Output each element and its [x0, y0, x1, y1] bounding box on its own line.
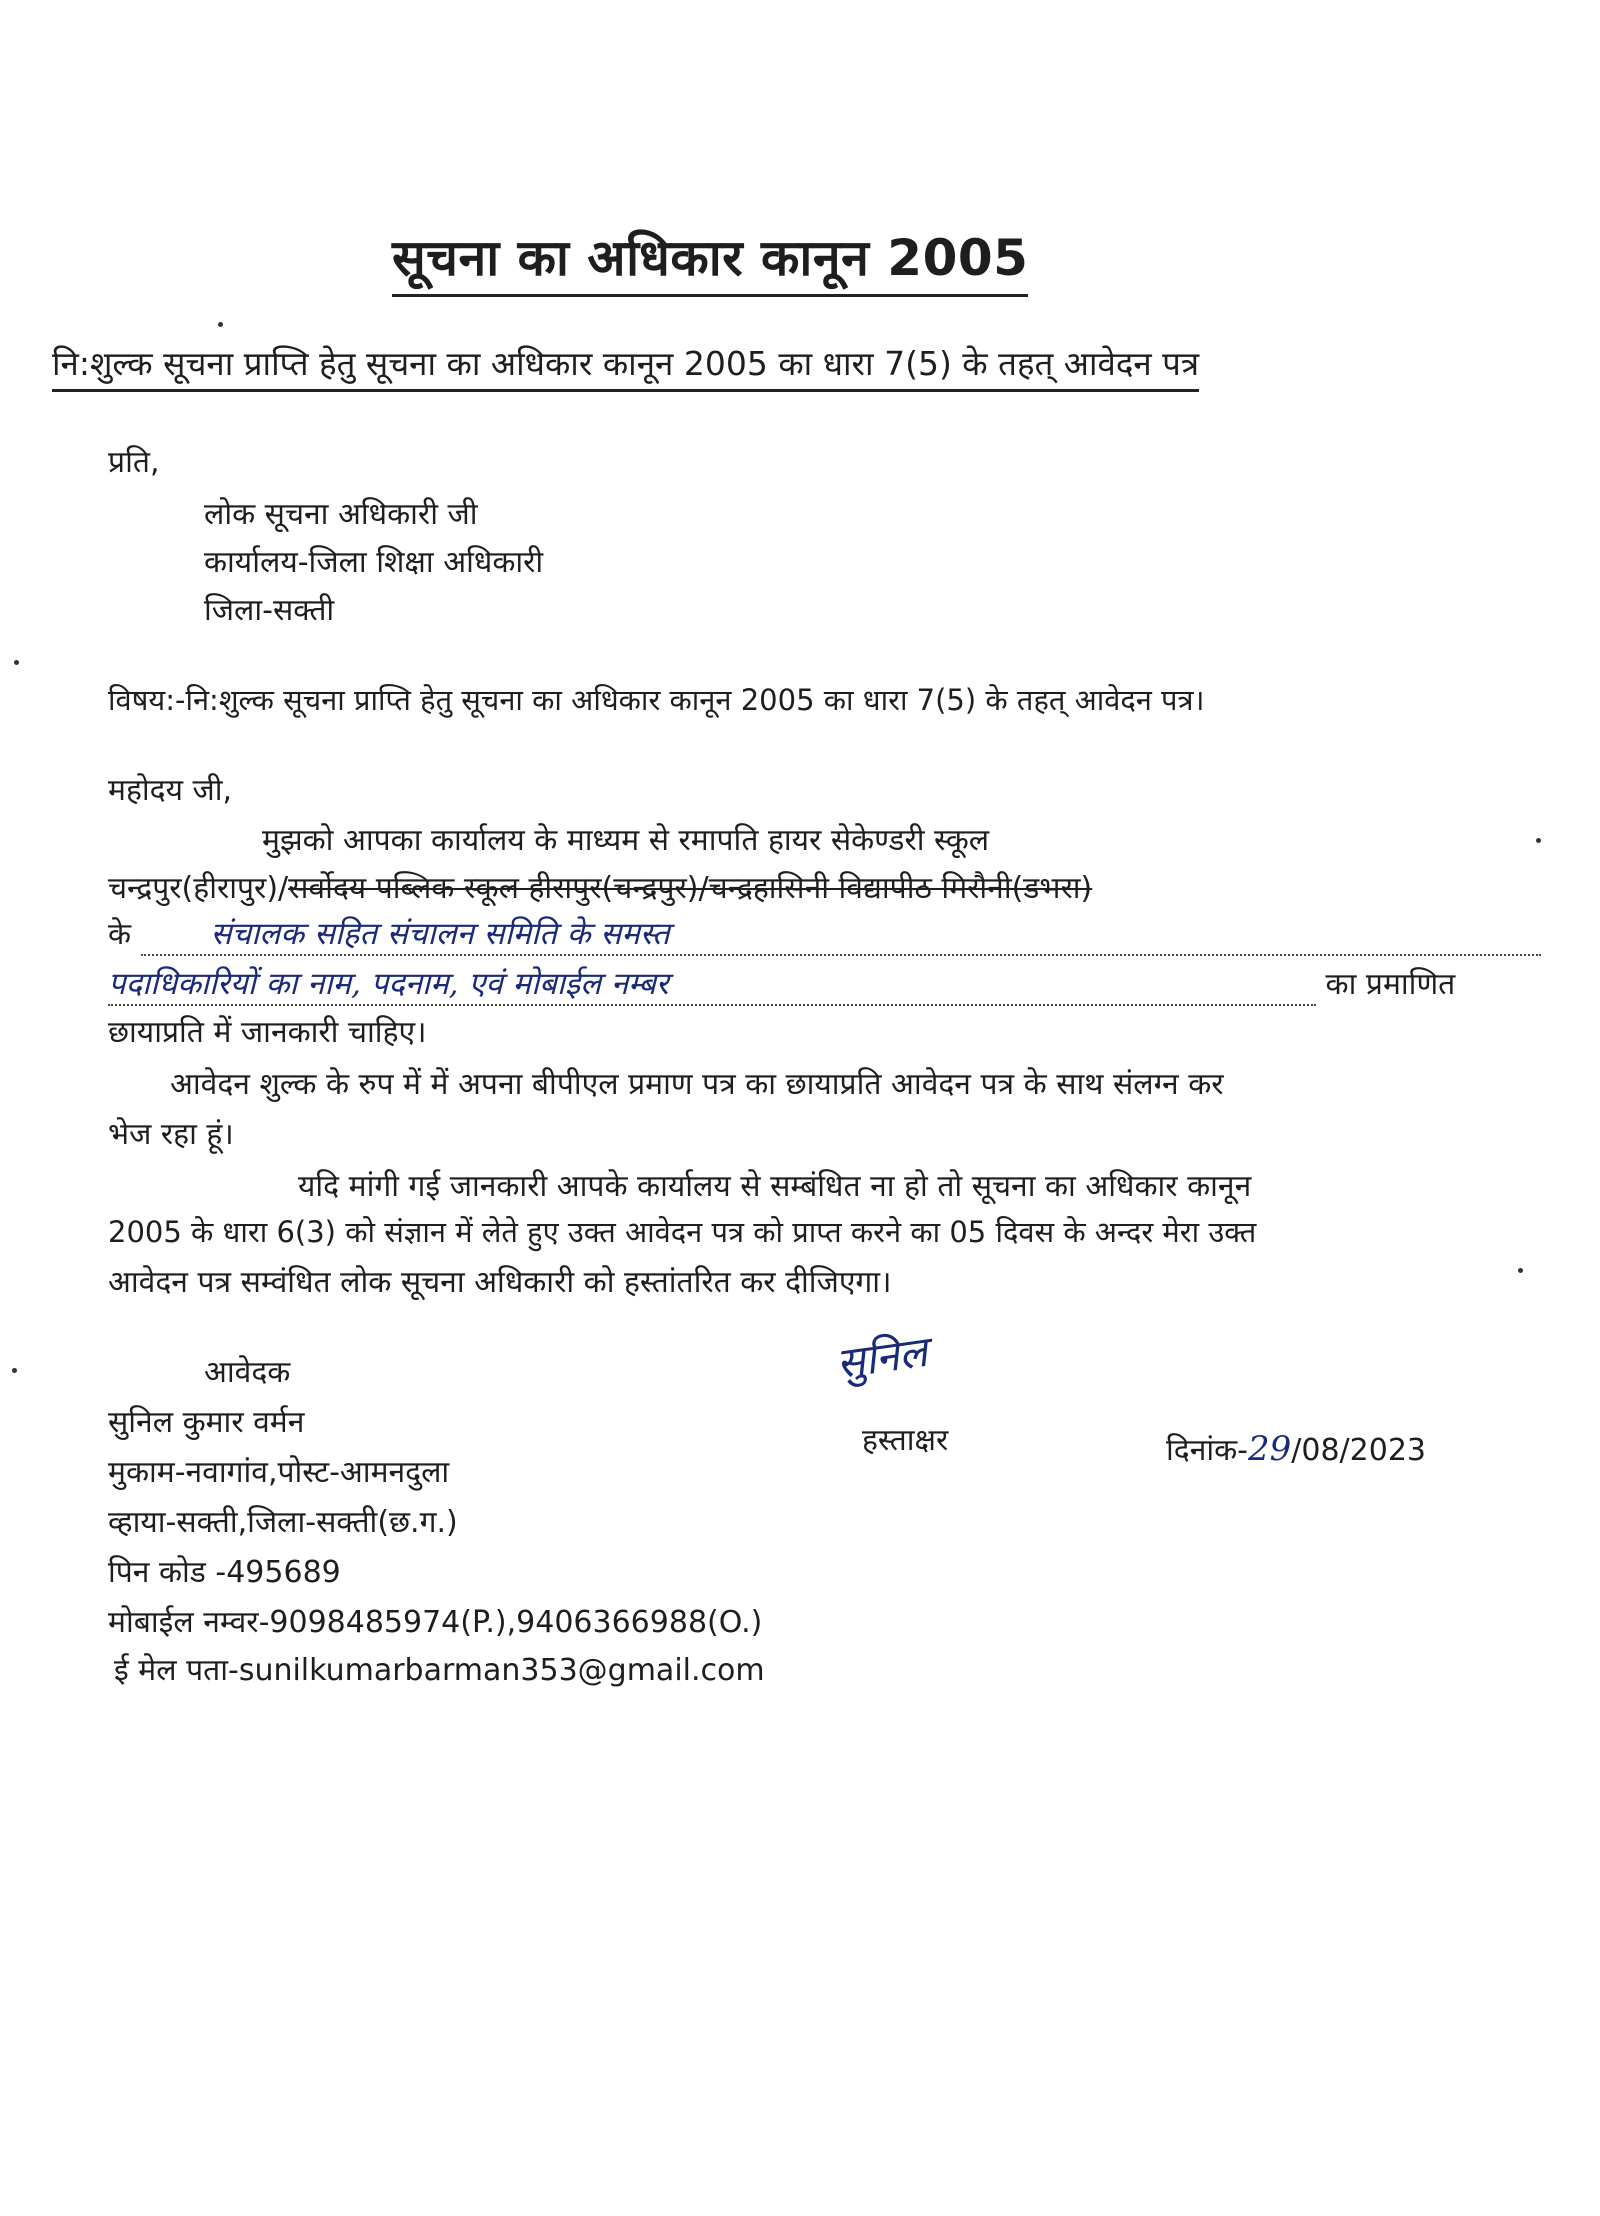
- date-label: दिनांक-: [1166, 1433, 1248, 1468]
- handwritten-signature: सुनिल: [833, 1326, 931, 1389]
- body-p3-line3: आवेदन पत्र सम्वंधित लोक सूचना अधिकारी को हस्तांतरित कर दीजिएगा।: [108, 1265, 892, 1300]
- applicant-email: ई मेल पता-sunilkumarbarman353@gmail.com: [114, 1653, 765, 1688]
- salutation: महोदय जी,: [108, 773, 233, 808]
- line4-suffix: का प्रमाणित: [1325, 967, 1456, 1002]
- body-p1-line5: छायाप्रति में जानकारी चाहिए।: [108, 1015, 427, 1050]
- applicant-address-1: मुकाम-नवागांव,पोस्ट-आमनदुला: [108, 1455, 450, 1490]
- scan-speck: [1536, 838, 1541, 843]
- body-p1-line3: [108, 912, 1541, 956]
- school-name-kept: चन्द्रपुर(हीरापुर)/: [108, 871, 289, 906]
- applicant-name: सुनिल कुमार वर्मन: [108, 1405, 305, 1440]
- scan-speck: [218, 322, 223, 327]
- scan-speck: [1518, 1268, 1523, 1273]
- body-p2-line2: भेज रहा हूं।: [108, 1117, 234, 1152]
- applicant-pin: पिन कोड -495689: [108, 1555, 341, 1590]
- recipient-line-3: जिला-सक्ती: [204, 593, 335, 628]
- body-p3-line1: यदि मांगी गई जानकारी आपके कार्यालय से सम्बंधित ना हो तो सूचना का अधिकार कानून: [298, 1169, 1252, 1204]
- recipient-line-1: लोक सूचना अधिकारी जी: [204, 497, 478, 532]
- recipient-line-2: कार्यालय-जिला शिक्षा अधिकारी: [204, 545, 544, 580]
- date-day-handwritten: 29: [1248, 1429, 1292, 1469]
- signature-label: हस्ताक्षर: [862, 1423, 949, 1458]
- applicant-mobile: मोबाईल नम्वर-9098485974(P.),9406366988(O.): [108, 1605, 763, 1640]
- handwritten-fill-line-2: पदाधिकारियों का नाम, पदनाम, एवं मोबाईल नम्बर: [108, 962, 1316, 1006]
- scan-speck: [14, 660, 19, 665]
- body-p3-line2: 2005 के धारा 6(3) को संज्ञान में लेते हुए उक्त आवेदन पत्र को प्राप्त करने का 05 दिवस के अन्दर मेरा उक्त: [108, 1215, 1257, 1249]
- body-p2-line1: आवेदन शुल्क के रुप में में अपना बीपीएल प्रमाण पत्र का छायाप्रति आवेदन पत्र के साथ संलग्न कर: [170, 1067, 1224, 1102]
- body-p1-line4: [108, 962, 1455, 1006]
- date-line: [1166, 1428, 1426, 1469]
- applicant-address-2: व्हाया-सक्ती,जिला-सक्ती(छ.ग.): [108, 1505, 458, 1540]
- body-p1-line1: मुझको आपका कार्यालय के माध्यम से रमापति हायर सेकेण्डरी स्कूल: [262, 823, 990, 858]
- date-rest: /08/2023: [1291, 1433, 1427, 1468]
- school-names-struck: सर्वोदय पब्लिक स्कूल हीरापुर(चन्द्रपुर)/चन्द्रहासिनी विद्यापीठ मिरौनी(डभरा): [288, 871, 1093, 906]
- document-title: सूचना का अधिकार कानून 2005: [392, 222, 1028, 297]
- document-subtitle: नि:शुल्क सूचना प्राप्ति हेतु सूचना का अधिकार कानून 2005 का धारा 7(5) के तहत् आवेदन पत्र: [52, 340, 1199, 392]
- handwritten-fill-line-1: संचालक सहित संचालन समिति के समस्त: [141, 912, 1541, 956]
- subject-line: विषय:-नि:शुल्क सूचना प्राप्ति हेतु सूचना का अधिकार कानून 2005 का धारा 7(5) के तहत् आवेदन पत्र।: [108, 683, 1205, 717]
- scan-speck: [12, 1368, 17, 1373]
- recipient-prefix: प्रति,: [108, 445, 160, 480]
- line3-prefix: के: [108, 917, 132, 952]
- applicant-label: आवेदक: [204, 1355, 291, 1390]
- body-p1-line2: [108, 866, 1092, 907]
